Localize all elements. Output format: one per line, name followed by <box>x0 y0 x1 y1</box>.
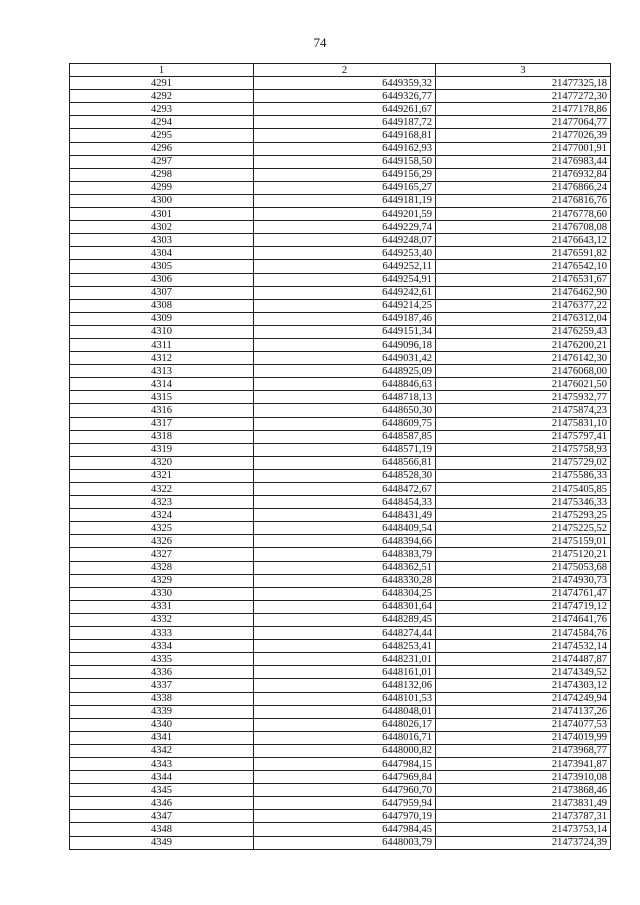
table-row <box>70 338 611 351</box>
table-row <box>70 757 611 770</box>
point-number-cell: 4297 <box>70 155 254 168</box>
y-coordinate-cell: 21477178,86 <box>436 103 611 116</box>
y-coordinate-cell: 21475874,23 <box>436 404 611 417</box>
y-coordinate-cell: 21475729,02 <box>436 456 611 469</box>
y-coordinate-cell: 21476068,00 <box>436 365 611 378</box>
x-coordinate-cell: 6448846,63 <box>254 378 436 391</box>
y-coordinate-cell: 21476377,22 <box>436 299 611 312</box>
table-row <box>70 496 611 509</box>
table-row <box>70 77 611 90</box>
table-row <box>70 744 611 757</box>
point-number-cell: 4341 <box>70 731 254 744</box>
table-row <box>70 168 611 181</box>
y-coordinate-cell: 21477064,77 <box>436 116 611 129</box>
point-number-cell: 4321 <box>70 469 254 482</box>
y-coordinate-cell: 21474584,76 <box>436 627 611 640</box>
table-row <box>70 548 611 561</box>
point-number-cell: 4327 <box>70 548 254 561</box>
table-row <box>70 535 611 548</box>
point-number-cell: 4292 <box>70 90 254 103</box>
x-coordinate-cell: 6449214,25 <box>254 299 436 312</box>
table-row <box>70 666 611 679</box>
point-number-cell: 4302 <box>70 221 254 234</box>
x-coordinate-cell: 6449261,67 <box>254 103 436 116</box>
y-coordinate-cell: 21477325,18 <box>436 77 611 90</box>
y-coordinate-cell: 21476816,76 <box>436 194 611 207</box>
y-coordinate-cell: 21476643,12 <box>436 234 611 247</box>
x-coordinate-cell: 6449181,19 <box>254 194 436 207</box>
x-coordinate-cell: 6448925,09 <box>254 365 436 378</box>
y-coordinate-cell: 21475053,68 <box>436 561 611 574</box>
point-number-cell: 4310 <box>70 325 254 338</box>
x-coordinate-cell: 6449162,93 <box>254 142 436 155</box>
table-row <box>70 181 611 194</box>
point-number-cell: 4332 <box>70 613 254 626</box>
table-row <box>70 731 611 744</box>
table-row <box>70 705 611 718</box>
y-coordinate-cell: 21476708,08 <box>436 221 611 234</box>
y-coordinate-cell: 21476142,30 <box>436 352 611 365</box>
table-row <box>70 679 611 692</box>
point-number-cell: 4313 <box>70 365 254 378</box>
table-row <box>70 613 611 626</box>
table-row <box>70 155 611 168</box>
table-row <box>70 365 611 378</box>
point-number-cell: 4291 <box>70 77 254 90</box>
point-number-cell: 4314 <box>70 378 254 391</box>
y-coordinate-cell: 21473831,49 <box>436 797 611 810</box>
point-number-cell: 4331 <box>70 600 254 613</box>
column-header-3: 3 <box>436 64 611 77</box>
table-row <box>70 247 611 260</box>
x-coordinate-cell: 6447959,94 <box>254 797 436 810</box>
x-coordinate-cell: 6449031,42 <box>254 352 436 365</box>
x-coordinate-cell: 6449168,81 <box>254 129 436 142</box>
table-row <box>70 483 611 496</box>
x-coordinate-cell: 6449229,74 <box>254 221 436 234</box>
y-coordinate-cell: 21473941,87 <box>436 757 611 770</box>
y-coordinate-cell: 21475932,77 <box>436 391 611 404</box>
table-row <box>70 784 611 797</box>
y-coordinate-cell: 21474930,73 <box>436 574 611 587</box>
point-number-cell: 4320 <box>70 456 254 469</box>
point-number-cell: 4347 <box>70 810 254 823</box>
table-row <box>70 509 611 522</box>
table-row <box>70 823 611 836</box>
y-coordinate-cell: 21475586,33 <box>436 469 611 482</box>
y-coordinate-cell: 21475797,41 <box>436 430 611 443</box>
point-number-cell: 4300 <box>70 194 254 207</box>
x-coordinate-cell: 6448609,75 <box>254 417 436 430</box>
y-coordinate-cell: 21474761,47 <box>436 587 611 600</box>
table-row <box>70 116 611 129</box>
table-row <box>70 273 611 286</box>
y-coordinate-cell: 21474532,14 <box>436 640 611 653</box>
x-coordinate-cell: 6447960,70 <box>254 784 436 797</box>
x-coordinate-cell: 6448566,81 <box>254 456 436 469</box>
x-coordinate-cell: 6448409,54 <box>254 522 436 535</box>
y-coordinate-cell: 21476932,84 <box>436 168 611 181</box>
table-body <box>70 77 611 850</box>
y-coordinate-cell: 21473724,39 <box>436 836 611 849</box>
table-row <box>70 90 611 103</box>
y-coordinate-cell: 21476591,82 <box>436 247 611 260</box>
x-coordinate-cell: 6447970,19 <box>254 810 436 823</box>
x-coordinate-cell: 6447984,45 <box>254 823 436 836</box>
point-number-cell: 4343 <box>70 757 254 770</box>
y-coordinate-cell: 21476542,10 <box>436 260 611 273</box>
point-number-cell: 4322 <box>70 483 254 496</box>
table-row <box>70 836 611 849</box>
table-row <box>70 208 611 221</box>
point-number-cell: 4323 <box>70 496 254 509</box>
point-number-cell: 4325 <box>70 522 254 535</box>
table-row <box>70 352 611 365</box>
point-number-cell: 4333 <box>70 627 254 640</box>
table-row <box>70 430 611 443</box>
y-coordinate-cell: 21476866,24 <box>436 181 611 194</box>
y-coordinate-cell: 21476021,50 <box>436 378 611 391</box>
x-coordinate-cell: 6449242,61 <box>254 286 436 299</box>
x-coordinate-cell: 6448301,64 <box>254 600 436 613</box>
x-coordinate-cell: 6447969,84 <box>254 771 436 784</box>
point-number-cell: 4329 <box>70 574 254 587</box>
point-number-cell: 4330 <box>70 587 254 600</box>
point-number-cell: 4319 <box>70 443 254 456</box>
y-coordinate-cell: 21475831,10 <box>436 417 611 430</box>
x-coordinate-cell: 6448016,71 <box>254 731 436 744</box>
y-coordinate-cell: 21475346,33 <box>436 496 611 509</box>
point-number-cell: 4298 <box>70 168 254 181</box>
x-coordinate-cell: 6448571,19 <box>254 443 436 456</box>
table-row <box>70 443 611 456</box>
table-row <box>70 771 611 784</box>
x-coordinate-cell: 6448132,06 <box>254 679 436 692</box>
table-row <box>70 522 611 535</box>
y-coordinate-cell: 21475758,93 <box>436 443 611 456</box>
y-coordinate-cell: 21476200,21 <box>436 338 611 351</box>
point-number-cell: 4296 <box>70 142 254 155</box>
x-coordinate-cell: 6448431,49 <box>254 509 436 522</box>
point-number-cell: 4342 <box>70 744 254 757</box>
y-coordinate-cell: 21475159,01 <box>436 535 611 548</box>
point-number-cell: 4324 <box>70 509 254 522</box>
point-number-cell: 4336 <box>70 666 254 679</box>
coordinates-table <box>69 63 611 850</box>
y-coordinate-cell: 21475225,52 <box>436 522 611 535</box>
x-coordinate-cell: 6449248,07 <box>254 234 436 247</box>
point-number-cell: 4315 <box>70 391 254 404</box>
y-coordinate-cell: 21473787,31 <box>436 810 611 823</box>
table-row <box>70 325 611 338</box>
y-coordinate-cell: 21473968,77 <box>436 744 611 757</box>
y-coordinate-cell: 21474019,99 <box>436 731 611 744</box>
y-coordinate-cell: 21474137,26 <box>436 705 611 718</box>
x-coordinate-cell: 6448000,82 <box>254 744 436 757</box>
point-number-cell: 4318 <box>70 430 254 443</box>
x-coordinate-cell: 6448048,01 <box>254 705 436 718</box>
table-row <box>70 404 611 417</box>
y-coordinate-cell: 21474077,53 <box>436 718 611 731</box>
table-row <box>70 587 611 600</box>
table-row <box>70 378 611 391</box>
point-number-cell: 4311 <box>70 338 254 351</box>
x-coordinate-cell: 6449156,29 <box>254 168 436 181</box>
y-coordinate-cell: 21476983,44 <box>436 155 611 168</box>
table-row <box>70 653 611 666</box>
x-coordinate-cell: 6449165,27 <box>254 181 436 194</box>
table-row <box>70 391 611 404</box>
x-coordinate-cell: 6448587,85 <box>254 430 436 443</box>
x-coordinate-cell: 6448161,01 <box>254 666 436 679</box>
x-coordinate-cell: 6449326,77 <box>254 90 436 103</box>
y-coordinate-cell: 21474349,52 <box>436 666 611 679</box>
y-coordinate-cell: 21474303,12 <box>436 679 611 692</box>
table-row <box>70 142 611 155</box>
x-coordinate-cell: 6448026,17 <box>254 718 436 731</box>
point-number-cell: 4316 <box>70 404 254 417</box>
y-coordinate-cell: 21473910,08 <box>436 771 611 784</box>
table-row <box>70 234 611 247</box>
table-row <box>70 640 611 653</box>
y-coordinate-cell: 21473753,14 <box>436 823 611 836</box>
table-row <box>70 718 611 731</box>
point-number-cell: 4337 <box>70 679 254 692</box>
table-row <box>70 260 611 273</box>
x-coordinate-cell: 6448253,41 <box>254 640 436 653</box>
point-number-cell: 4308 <box>70 299 254 312</box>
y-coordinate-cell: 21476778,60 <box>436 208 611 221</box>
table-row <box>70 417 611 430</box>
x-coordinate-cell: 6449187,46 <box>254 312 436 325</box>
table-row <box>70 103 611 116</box>
point-number-cell: 4340 <box>70 718 254 731</box>
y-coordinate-cell: 21476312,04 <box>436 312 611 325</box>
point-number-cell: 4303 <box>70 234 254 247</box>
x-coordinate-cell: 6449252,11 <box>254 260 436 273</box>
x-coordinate-cell: 6449359,32 <box>254 77 436 90</box>
x-coordinate-cell: 6448472,67 <box>254 483 436 496</box>
x-coordinate-cell: 6448231,01 <box>254 653 436 666</box>
table-row <box>70 456 611 469</box>
point-number-cell: 4305 <box>70 260 254 273</box>
point-number-cell: 4317 <box>70 417 254 430</box>
x-coordinate-cell: 6448304,25 <box>254 587 436 600</box>
page-number: 74 <box>313 35 327 50</box>
table-row <box>70 129 611 142</box>
point-number-cell: 4309 <box>70 312 254 325</box>
point-number-cell: 4294 <box>70 116 254 129</box>
x-coordinate-cell: 6448383,79 <box>254 548 436 561</box>
table-row <box>70 627 611 640</box>
point-number-cell: 4348 <box>70 823 254 836</box>
point-number-cell: 4328 <box>70 561 254 574</box>
table-row <box>70 221 611 234</box>
table-row <box>70 469 611 482</box>
x-coordinate-cell: 6448362,51 <box>254 561 436 574</box>
x-coordinate-cell: 6448394,66 <box>254 535 436 548</box>
table-row <box>70 692 611 705</box>
x-coordinate-cell: 6448330,28 <box>254 574 436 587</box>
point-number-cell: 4312 <box>70 352 254 365</box>
point-number-cell: 4334 <box>70 640 254 653</box>
x-coordinate-cell: 6448003,79 <box>254 836 436 849</box>
point-number-cell: 4335 <box>70 653 254 666</box>
y-coordinate-cell: 21474719,12 <box>436 600 611 613</box>
x-coordinate-cell: 6448718,13 <box>254 391 436 404</box>
table-row <box>70 194 611 207</box>
table-row <box>70 561 611 574</box>
x-coordinate-cell: 6449187,72 <box>254 116 436 129</box>
x-coordinate-cell: 6449151,34 <box>254 325 436 338</box>
table-row <box>70 312 611 325</box>
y-coordinate-cell: 21475405,85 <box>436 483 611 496</box>
point-number-cell: 4306 <box>70 273 254 286</box>
point-number-cell: 4349 <box>70 836 254 849</box>
y-coordinate-cell: 21477001,91 <box>436 142 611 155</box>
y-coordinate-cell: 21474487,87 <box>436 653 611 666</box>
x-coordinate-cell: 6449254,91 <box>254 273 436 286</box>
point-number-cell: 4301 <box>70 208 254 221</box>
x-coordinate-cell: 6448101,53 <box>254 692 436 705</box>
y-coordinate-cell: 21475293,25 <box>436 509 611 522</box>
column-header-1: 1 <box>70 64 254 77</box>
y-coordinate-cell: 21473868,46 <box>436 784 611 797</box>
x-coordinate-cell: 6449253,40 <box>254 247 436 260</box>
table-row <box>70 574 611 587</box>
y-coordinate-cell: 21477026,39 <box>436 129 611 142</box>
table-row <box>70 810 611 823</box>
point-number-cell: 4307 <box>70 286 254 299</box>
y-coordinate-cell: 21475120,21 <box>436 548 611 561</box>
x-coordinate-cell: 6448274,44 <box>254 627 436 640</box>
column-header-2: 2 <box>254 64 436 77</box>
point-number-cell: 4338 <box>70 692 254 705</box>
point-number-cell: 4299 <box>70 181 254 194</box>
table-row <box>70 797 611 810</box>
y-coordinate-cell: 21474641,76 <box>436 613 611 626</box>
table-header-row <box>70 64 611 77</box>
x-coordinate-cell: 6448454,33 <box>254 496 436 509</box>
table-row <box>70 600 611 613</box>
y-coordinate-cell: 21474249,94 <box>436 692 611 705</box>
point-number-cell: 4326 <box>70 535 254 548</box>
y-coordinate-cell: 21476462,90 <box>436 286 611 299</box>
point-number-cell: 4344 <box>70 771 254 784</box>
x-coordinate-cell: 6448528,30 <box>254 469 436 482</box>
point-number-cell: 4293 <box>70 103 254 116</box>
point-number-cell: 4346 <box>70 797 254 810</box>
table-row <box>70 299 611 312</box>
x-coordinate-cell: 6449201,59 <box>254 208 436 221</box>
x-coordinate-cell: 6448289,45 <box>254 613 436 626</box>
y-coordinate-cell: 21476531,67 <box>436 273 611 286</box>
point-number-cell: 4304 <box>70 247 254 260</box>
x-coordinate-cell: 6449096,18 <box>254 338 436 351</box>
point-number-cell: 4339 <box>70 705 254 718</box>
point-number-cell: 4295 <box>70 129 254 142</box>
point-number-cell: 4345 <box>70 784 254 797</box>
table-row <box>70 286 611 299</box>
x-coordinate-cell: 6449158,50 <box>254 155 436 168</box>
y-coordinate-cell: 21477272,30 <box>436 90 611 103</box>
x-coordinate-cell: 6447984,15 <box>254 757 436 770</box>
x-coordinate-cell: 6448650,30 <box>254 404 436 417</box>
y-coordinate-cell: 21476259,43 <box>436 325 611 338</box>
